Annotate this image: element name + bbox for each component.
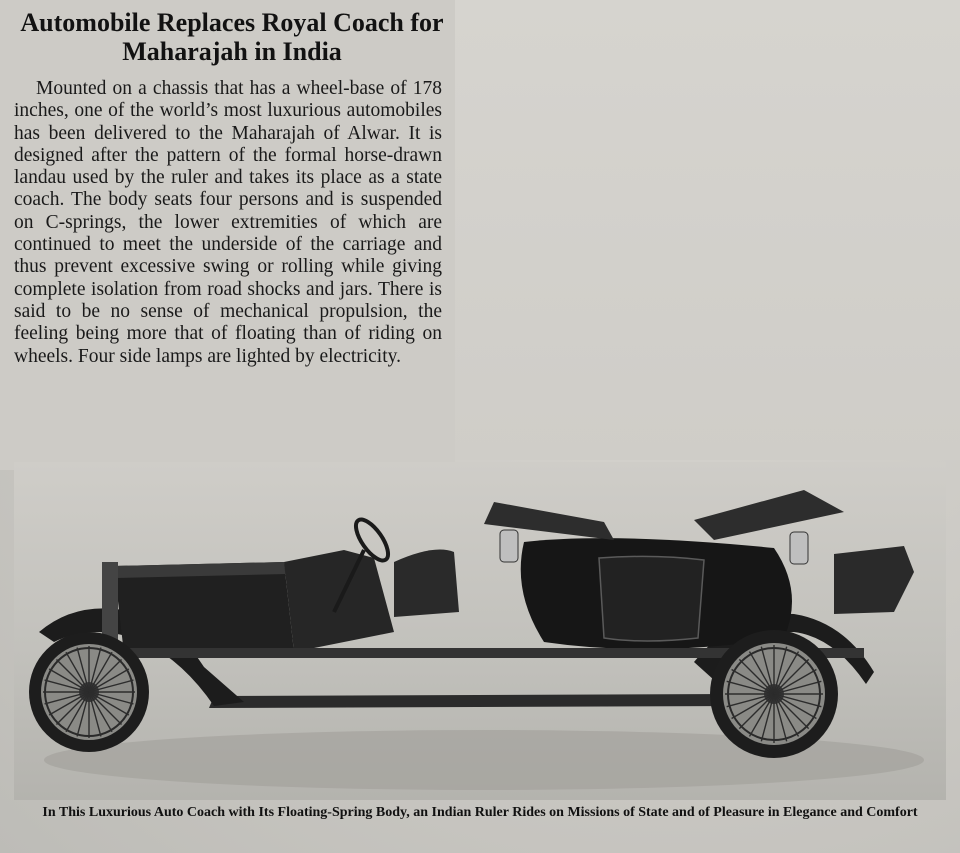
article-column [0,0,455,470]
automobile-photo [14,462,946,800]
article-headline: Automobile Replaces Royal Coach for Maharajah in India [20,8,444,66]
side-lamp-rear [790,532,808,564]
running-board [209,694,744,708]
photo-caption: In This Luxurious Auto Coach with Its Floating-Spring Body, an Indian Ruler Rides on Missions of State and of Pleasure in Elegance and Comfort [42,805,918,820]
rear-top-folded [694,490,844,540]
landau-car-illustration [14,462,946,800]
coach-door [599,556,704,641]
blank-region [455,0,960,460]
side-lamp-front [500,530,518,562]
article-body: Mounted on a chassis that has a wheel-base of 178 inches, one of the world’s most luxurious automobiles has been delivered to the Maharajah of Alwar. It is designed after the pattern of the formal horse-drawn landau used by the ruler and takes its place as a state coach. The body seats four persons and is suspended on C-springs, the lower extremities of which are continued to meet the underside of the carriage and thus prevent excessive swing or rolling while giving complete isolation from road shocks and jars. There is said to be no sense of mechanical propulsion, the feeling being more that of floating than of riding on wheels. Four side lamps are lighted by electricity. [14,78,442,367]
front-seat [394,550,459,617]
rumble-seat [834,546,914,614]
